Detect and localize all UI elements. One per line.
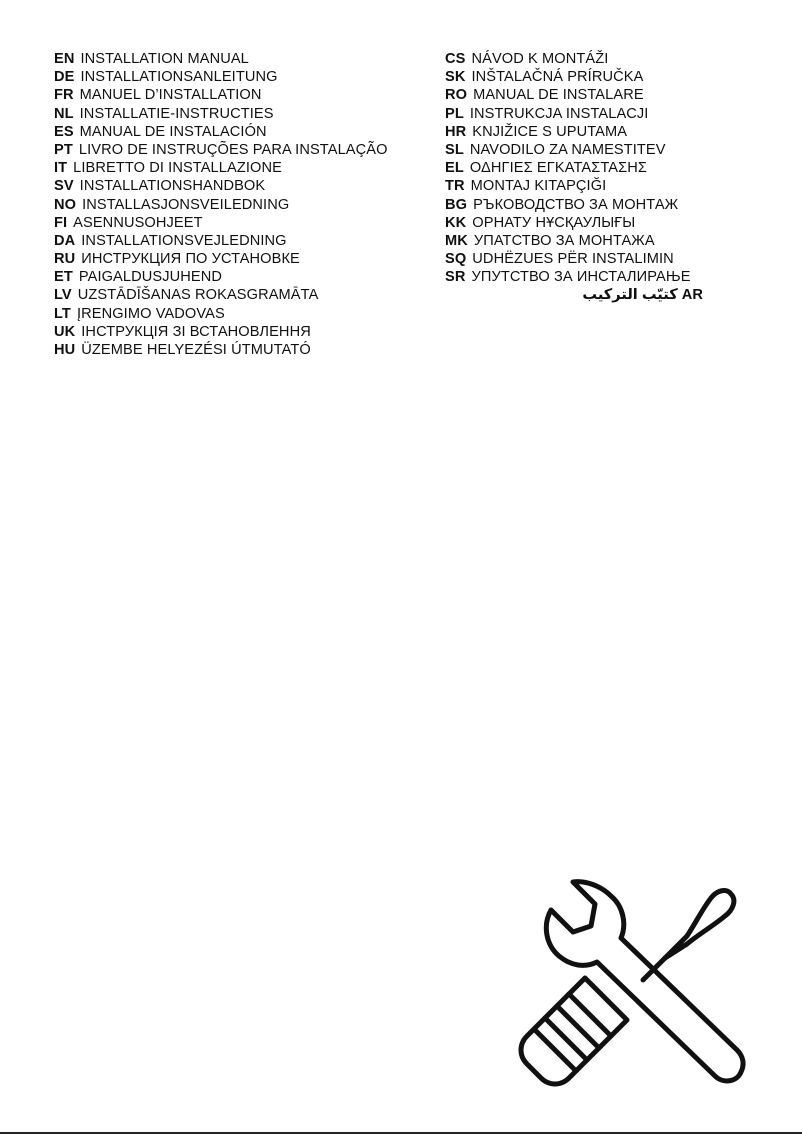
- language-title: ÜZEMBE HELYEZÉSI ÚTMUTATÓ: [81, 342, 311, 358]
- language-code: FI: [54, 214, 68, 231]
- language-entry-ru: [54, 250, 388, 268]
- language-entry-sq: [445, 250, 703, 268]
- language-entry-sv: [54, 177, 388, 195]
- language-entry-hr: [445, 123, 703, 141]
- language-title: INSTALLATIONSVEJLEDNING: [81, 232, 287, 249]
- language-entry-pl: [445, 105, 703, 123]
- language-code: AR: [681, 287, 703, 304]
- language-title: INSTALLATIONSHANDBOK: [79, 178, 266, 195]
- language-entry-sl: [445, 141, 703, 159]
- language-entry-tr: [445, 177, 703, 195]
- language-list-left: [54, 50, 388, 359]
- language-title: UDHËZUES PËR INSTALIMIN: [472, 251, 674, 268]
- language-code: SL: [445, 141, 464, 158]
- language-title: MONTAJ KITAPÇIĞI: [470, 178, 607, 195]
- language-entry-mk: [445, 232, 703, 250]
- language-entry-pt: [54, 141, 388, 159]
- language-code: FR: [54, 87, 74, 104]
- language-title: MANUAL DE INSTALARE: [473, 87, 644, 104]
- language-code: DA: [54, 232, 76, 249]
- language-code: PL: [445, 105, 464, 122]
- language-title: ĮRENGIMO VADOVAS: [76, 305, 225, 322]
- language-code: LV: [54, 287, 72, 304]
- language-title: LIVRO DE INSTRUÇÕES PARA INSTALAÇÃO: [78, 141, 388, 158]
- language-code: RO: [445, 87, 468, 104]
- language-title: MANUAL DE INSTALACIÓN: [79, 123, 267, 140]
- language-title: UZSTĀDĪŠANAS ROKASGRAMĀTA: [77, 287, 319, 304]
- language-code: TR: [445, 178, 465, 195]
- language-title: NÁVOD K MONTÁŽI: [471, 51, 609, 67]
- language-entry-cs: [445, 50, 703, 68]
- language-title: PAIGALDUSJUHEND: [78, 269, 222, 286]
- language-entry-en: [54, 50, 388, 68]
- wrench-screwdriver-icon: [515, 868, 755, 1103]
- language-entry-bg: [445, 196, 703, 214]
- language-title: УПАТСТВО ЗА МОНТАЖА: [473, 232, 655, 249]
- language-entry-da: [54, 232, 388, 250]
- language-code: RU: [54, 251, 76, 268]
- language-title: ИНСТРУКЦИЯ ПО УСТАНОВКЕ: [81, 251, 300, 268]
- language-code: ES: [54, 123, 74, 140]
- language-list-right: [445, 50, 703, 305]
- page-bottom-rule: [0, 1132, 802, 1134]
- language-code: NO: [54, 196, 77, 213]
- language-code: IT: [54, 160, 68, 177]
- language-entry-nl: [54, 105, 388, 123]
- language-entry-fi: [54, 214, 388, 232]
- language-code: EL: [445, 160, 464, 177]
- language-code: SQ: [445, 251, 467, 268]
- language-code: SV: [54, 178, 74, 195]
- language-entry-sk: [445, 68, 703, 86]
- language-code: EN: [54, 51, 75, 67]
- language-entry-lv: [54, 286, 388, 304]
- language-code: HU: [54, 342, 76, 358]
- language-title: INSTALLATIE-INSTRUCTIES: [79, 105, 274, 122]
- language-code: CS: [445, 51, 466, 67]
- language-title: УПУТСТВО ЗА ИНСТАЛИРАЊЕ: [471, 269, 691, 286]
- language-title: LIBRETTO DI INSTALLAZIONE: [73, 160, 282, 177]
- language-code: PT: [54, 141, 73, 158]
- language-title: NAVODILO ZA NAMESTITEV: [469, 141, 666, 158]
- language-entry-kk: [445, 214, 703, 232]
- language-code: ET: [54, 269, 73, 286]
- language-entry-el: [445, 159, 703, 177]
- language-title: ΟΔΗΓΙΕΣ ΕΓΚΑΤΑΣΤΑΣΗΣ: [469, 160, 647, 177]
- language-entry-lt: [54, 305, 388, 323]
- language-code: DE: [54, 69, 75, 86]
- language-code: MK: [445, 232, 468, 249]
- language-code: UK: [54, 323, 76, 340]
- language-code: LT: [54, 305, 71, 322]
- language-code: NL: [54, 105, 74, 122]
- language-title: MANUEL D’INSTALLATION: [79, 87, 262, 104]
- language-entry-sr: [445, 268, 703, 286]
- language-entry-fr: [54, 86, 388, 104]
- language-code: SK: [445, 69, 466, 86]
- language-title: INSTALLASJONSVEILEDNING: [82, 196, 290, 213]
- language-entry-ar: [445, 286, 703, 304]
- language-title: KNJIŽICE S UPUTAMA: [472, 123, 628, 140]
- language-title: كتيّب التركيب: [582, 287, 678, 304]
- language-entry-de: [54, 68, 388, 86]
- language-title: РЪКОВОДСТВО ЗА МОНТАЖ: [473, 196, 679, 213]
- language-title: INSTALLATIONSANLEITUNG: [80, 69, 278, 86]
- language-entry-no: [54, 196, 388, 214]
- language-title: INŠTALAČNÁ PRÍRUČKA: [471, 69, 644, 86]
- language-title: INSTRUKCJA INSTALACJI: [469, 105, 649, 122]
- language-entry-et: [54, 268, 388, 286]
- language-entry-es: [54, 123, 388, 141]
- language-code: HR: [445, 123, 467, 140]
- language-entry-hu: [54, 341, 388, 359]
- language-code: KK: [445, 214, 467, 231]
- language-title: ASENNUSOHJEET: [73, 214, 203, 231]
- language-entry-uk: [54, 323, 388, 341]
- language-entry-it: [54, 159, 388, 177]
- language-code: BG: [445, 196, 468, 213]
- language-title: ІНСТРУКЦІЯ ЗІ ВСТАНОВЛЕННЯ: [81, 323, 311, 340]
- language-title: INSTALLATION MANUAL: [80, 51, 249, 67]
- language-title: ОРНАТУ НҰСҚАУЛЫҒЫ: [472, 214, 636, 231]
- language-entry-ro: [445, 86, 703, 104]
- language-code: SR: [445, 269, 466, 286]
